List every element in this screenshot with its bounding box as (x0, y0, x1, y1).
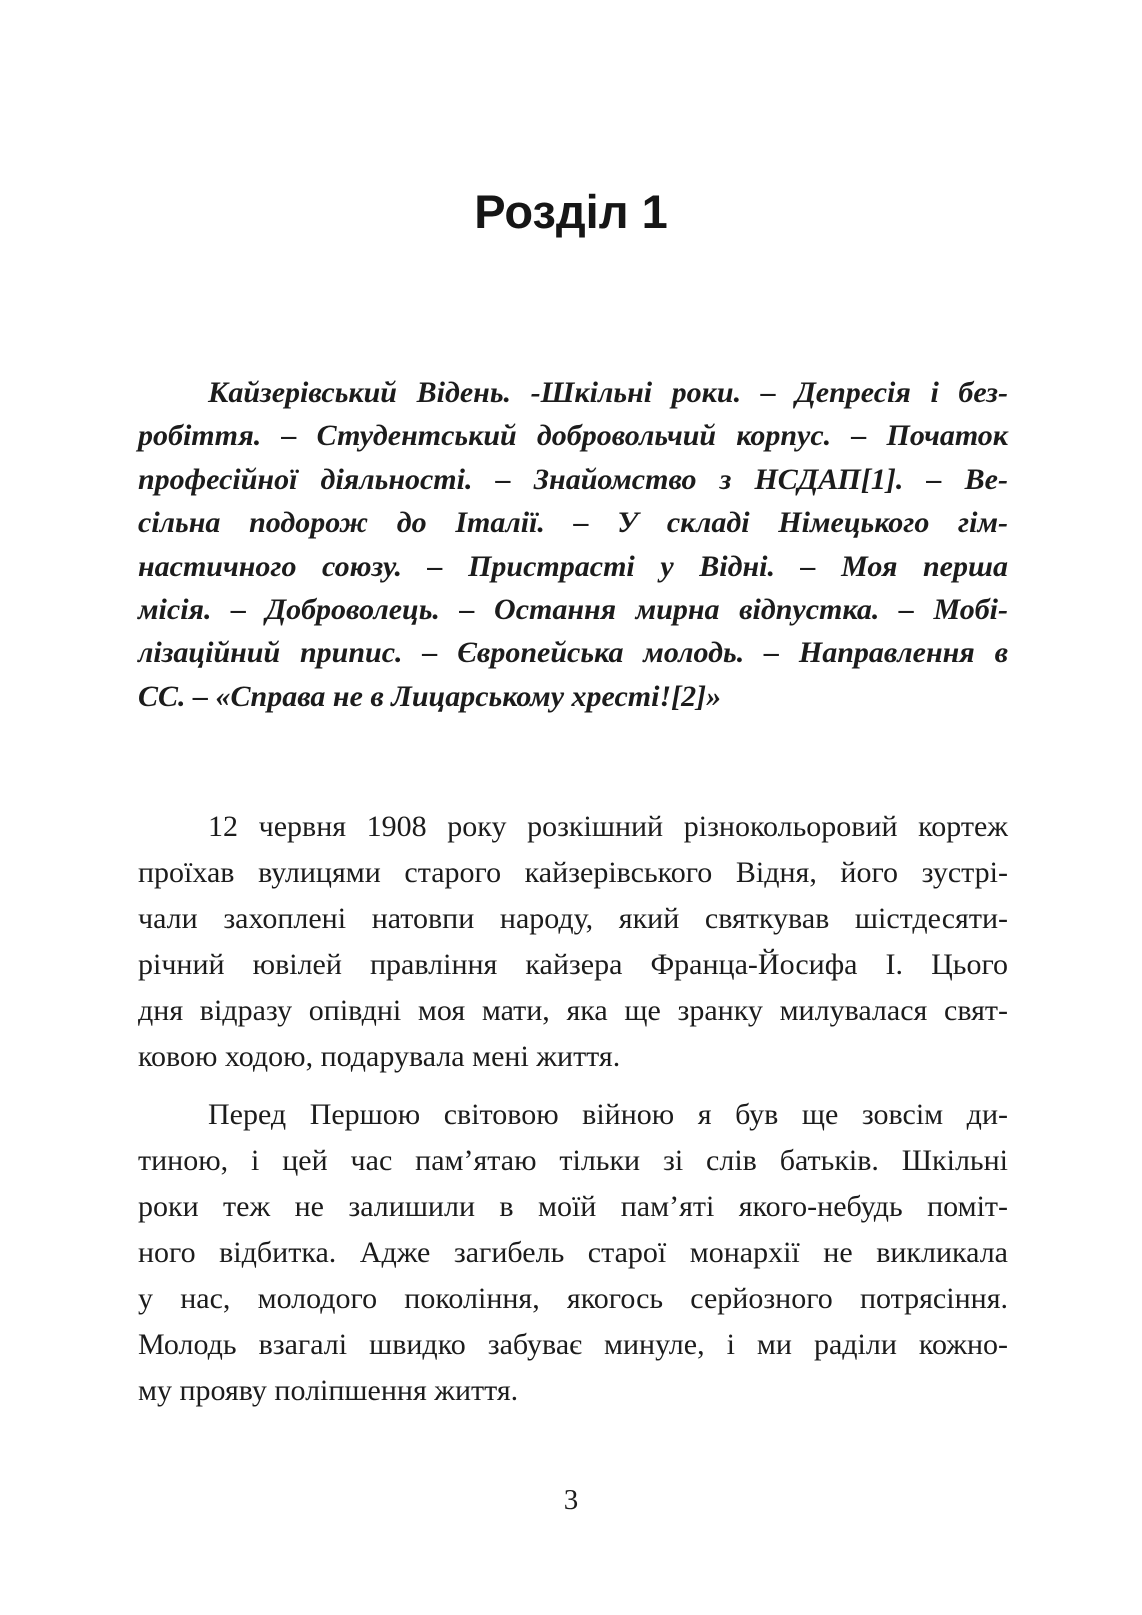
text-line: місія. – Доброволець. – Остання мирна відпустка. – Мобі- (138, 593, 1008, 627)
page-number: 3 (563, 1484, 579, 1516)
body-text (138, 804, 1008, 1414)
text-line: ковою ходою, подарувала мені життя. (138, 1040, 621, 1073)
text-line: СС. – «Справа не в Лицарському хресті![2]» (138, 679, 722, 713)
text-line: Перед Першою світовою війною я був ще зовсім ди- (208, 1098, 1008, 1131)
text-line: настичного союзу. – Пристрасті у Відні. – Моя перша (138, 549, 1008, 583)
chapter-summary (138, 371, 1008, 718)
text-line: проїхав вулицями старого кайзерівського Відня, його зустрі- (138, 856, 1008, 889)
text-line: чали захоплені натовпи народу, який святкував шістдесяти- (138, 902, 1008, 935)
text-line: роки теж не залишили в моїй пам’яті якого-небудь поміт- (138, 1190, 1008, 1223)
text-line: тиною, і цей час пам’ятаю тільки зі слів батьків. Шкільні (138, 1144, 1008, 1177)
text-line: професійної діяльності. – Знайомство з НСДАП[1]. – Ве- (138, 462, 1008, 496)
text-line: річний ювілей правління кайзера Франца-Йосифа І. Цього (138, 948, 1008, 981)
text-line: у нас, молодого покоління, якогось серйозного потрясіння. (138, 1282, 1008, 1315)
text-line: му прояву поліпшення життя. (138, 1374, 519, 1407)
text-line: Молодь взагалі швидко забуває минуле, і ми раділи кожно- (138, 1328, 1008, 1361)
text-line: Кайзерівський Відень. -Шкільні роки. – Депресія і без- (208, 376, 1008, 409)
text-line: 12 червня 1908 року розкішний різнокольоровий кортеж (208, 810, 1008, 843)
paragraph (138, 1092, 1008, 1414)
text-line: лізаційний припис. – Європейська молодь. – Направлення в (138, 636, 1008, 670)
chapter-title: Розділ 1 (474, 185, 668, 238)
text-line: робіття. – Студентський добровольчий корпус. – Початок (138, 419, 1008, 453)
text-line: ного відбитка. Адже загибель старої монархії не викликала (138, 1236, 1008, 1269)
paragraph (138, 804, 1008, 1080)
text-line: сільна подорож до Італії. – У складі Німецького гім- (138, 506, 1008, 540)
text-line: дня відразу опівдні моя мати, яка ще зранку милувалася свят- (138, 994, 1008, 1027)
